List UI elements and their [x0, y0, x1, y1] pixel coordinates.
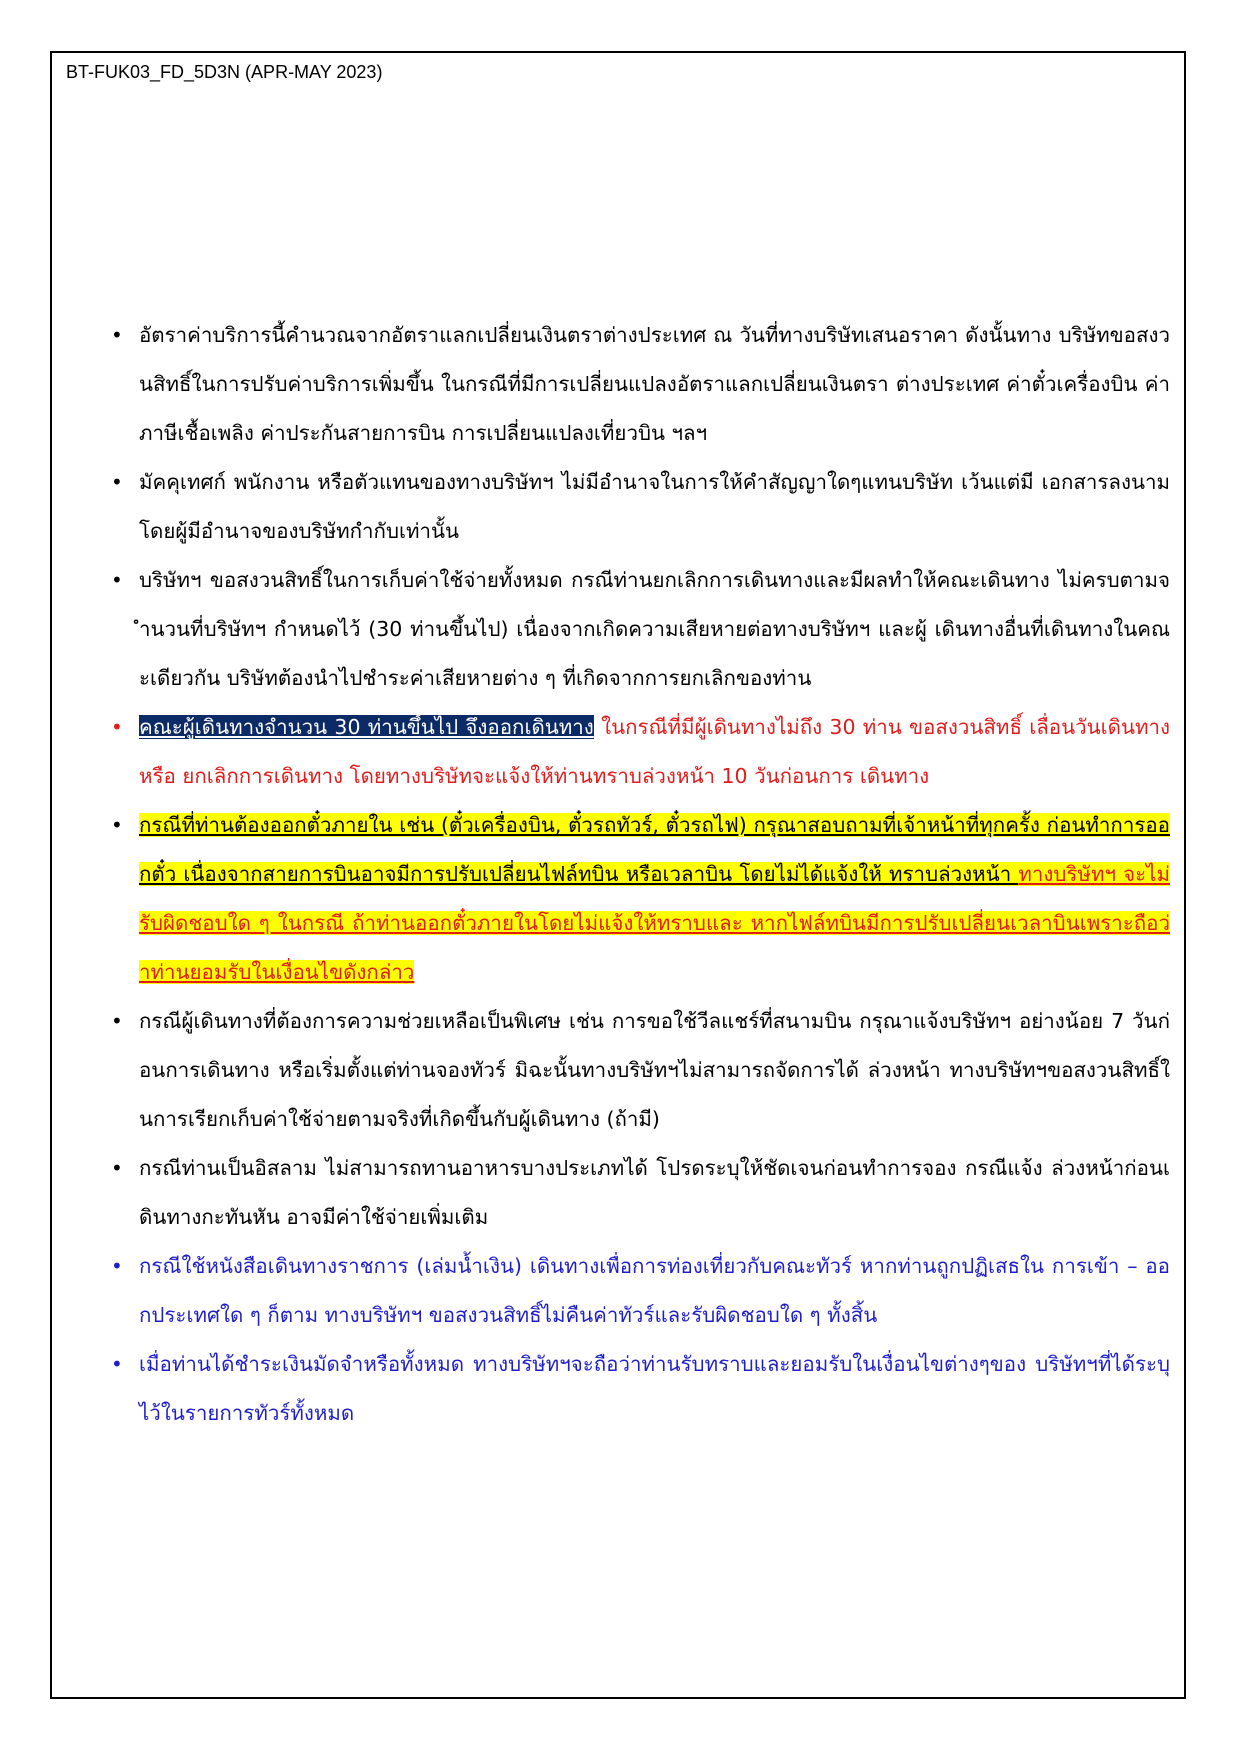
term-text: กรณีใช้หนังสือเดินทางราชการ (เล่มน้ำเงิน) เดินทางเพื่อการท่องเที่ยวกับคณะทัวร์ หากท่านถูกปฏิเสธใน การเข้า – ออกประเทศใด ๆ ก็ตาม ทางบริษัทฯ ขอสงวนสิทธิ์ไม่คืนค่าทัวร์และรับผิดชอบใด ๆ ทั้งสิ้น [139, 1254, 1170, 1327]
term-payment-acceptance [107, 1340, 1170, 1438]
term-text: ในกรณีที่มีผู้เดินทางไม่ถึง 30 ท่าน ขอสงวนสิทธิ์ เลื่อนวันเดินทาง หรือ ยกเลิกการเดินทาง โดยทางบริษัทจะแจ้งให้ท่านทราบล่วงหน้า 10 วันก่อนการ เดินทาง [139, 715, 1170, 788]
term-official-passport [107, 1242, 1170, 1340]
domestic-tickets-notice: กรณีที่ท่านต้องออกตั๋วภายใน เช่น (ตั๋วเครื่องบิน, ตั๋วรถทัวร์, ตั๋วรถไฟ) กรุณาสอบถามที่เจ้าหน้าที่ทุกครั้ง ก่อนทำการออกตั๋ว เนื่องจากสายการบินอาจมีการปรับเปลี่ยนไฟล์ทบิน หรือเวลาบิน โดยไม่ได้แจ้งให้ ทราบล่วงหน้า [139, 813, 1170, 886]
term-text: กรณีผู้เดินทางที่ต้องการความช่วยเหลือเป็นพิเศษ เช่น การขอใช้วีลแชร์ที่สนามบิน กรุณาแจ้งบริษัทฯ อย่างน้อย 7 วันก่อนการเดินทาง หรือเริ่มตั้งแต่ท่านจองทัวร์ มิฉะนั้นทางบริษัทฯไม่สามารถจัดการได้ ล่วงหน้า ทางบริษัทฯขอสงวนสิทธิ์ในการเรียกเก็บค่าใช้จ่ายตามจริงที่เกิดขึ้นกับผู้เดินทาง (ถ้ามี) [139, 1009, 1170, 1131]
tour-code-header: BT-FUK03_FD_5D3N (APR-MAY 2023) [66, 62, 383, 82]
term-text: บริษัทฯ ขอสงวนสิทธิ์ในการเก็บค่าใช้จ่ายทั้งหมด กรณีท่านยกเลิกการเดินทางและมีผลทำให้คณะเดินทาง ไม่ครบตามจำนวนที่บริษัทฯ กำหนดไว้ (30 ท่านขึ้นไป) เนื่องจากเกิดความเสียหายต่อทางบริษัทฯ และผู้ เดินทางอื่นที่เดินทางในคณะเดียวกัน บริษัทต้องนำไปชำระค่าเสียหายต่าง ๆ ที่เกิดจากการยกเลิกของท่าน [139, 568, 1170, 690]
term-text: กรณีท่านเป็นอิสลาม ไม่สามารถทานอาหารบางประเภทได้ โปรดระบุให้ชัดเจนก่อนทำการจอง กรณีแจ้ง ล่วงหน้าก่อนเดินทางกะทันหัน อาจมีค่าใช้จ่ายเพิ่มเติม [139, 1156, 1170, 1229]
terms-list [107, 311, 1170, 1438]
domestic-tickets-disclaimer: ทางบริษัทฯ จะไม่รับผิดชอบใด ๆ ในกรณี ถ้าท่านออกตั๋วภายในโดยไม่แจ้งให้ทราบและ หากไฟล์ทบินมีการปรับเปลี่ยนเวลาบินเพราะถือว่าท่านยอมรับในเงื่อนไขดังกล่าว [139, 862, 1170, 984]
term-text: อัตราค่าบริการนี้คำนวณจากอัตราแลกเปลี่ยนเงินตราต่างประเทศ ณ วันที่ทางบริษัทเสนอราคา ดังนั้นทาง บริษัทขอสงวนสิทธิ์ในการปรับค่าบริการเพิ่มขึ้น ในกรณีที่มีการเปลี่ยนแปลงอัตราแลกเปลี่ยนเงินตรา ต่างประเทศ ค่าตั๋วเครื่องบิน ค่าภาษีเชื้อเพลิง ค่าประกันสายการบิน การเปลี่ยนแปลงเที่ยวบิน ฯลฯ [139, 323, 1170, 445]
term-domestic-tickets [107, 801, 1170, 997]
term-cancellation-charges [107, 556, 1170, 703]
term-guide-authority [107, 458, 1170, 556]
term-text: เมื่อท่านได้ชำระเงินมัดจำหรือทั้งหมด ทางบริษัทฯจะถือว่าท่านรับทราบและยอมรับในเงื่อนไขต่างๆของ บริษัทฯที่ได้ระบุไว้ในรายการทัวร์ทั้งหมด [139, 1352, 1170, 1425]
term-halal-food [107, 1144, 1170, 1242]
term-text: มัคคุเทศก์ พนักงาน หรือตัวแทนของทางบริษัทฯ ไม่มีอำนาจในการให้คำสัญญาใดๆแทนบริษัท เว้นแต่มี เอกสารลงนามโดยผู้มีอำนาจของบริษัทกำกับเท่านั้น [139, 470, 1170, 543]
term-exchange-rate [107, 311, 1170, 458]
minimum-group-highlight: คณะผู้เดินทางจำนวน 30 ท่านขึ้นไป จึงออกเดินทาง [139, 715, 594, 739]
term-minimum-group [107, 703, 1170, 801]
term-special-assistance [107, 997, 1170, 1144]
